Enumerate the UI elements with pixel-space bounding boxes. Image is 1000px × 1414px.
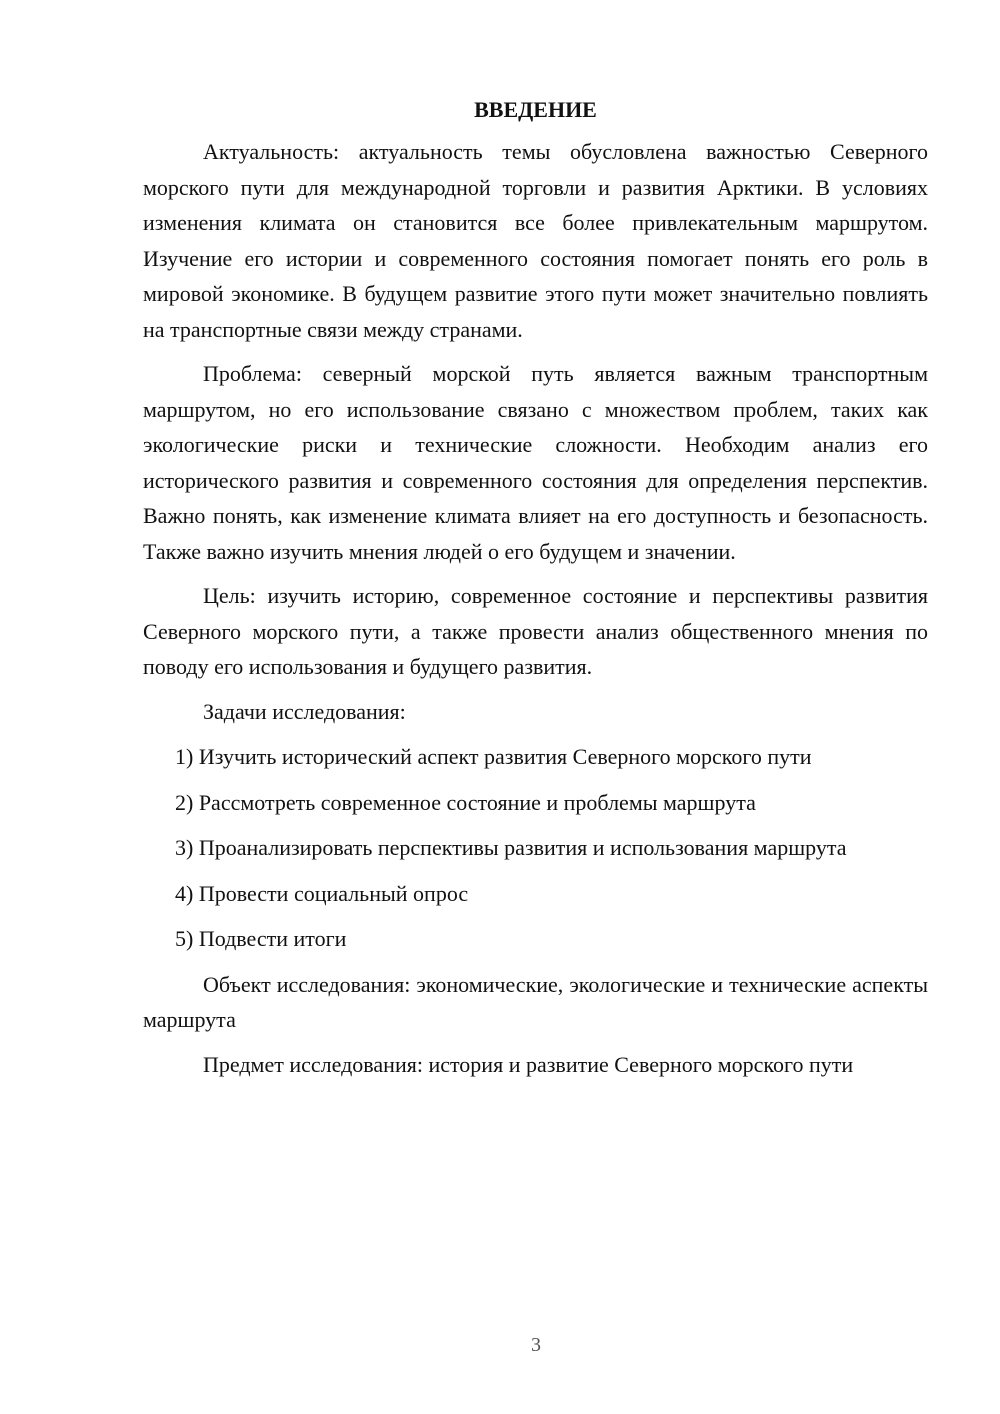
paragraph-subject: Предмет исследования: история и развитие Северного морского пути — [203, 1051, 854, 1077]
list-item: 5) Подвести итоги — [175, 926, 347, 951]
list-item: 1) Изучить исторический аспект развития Северного морского пути — [175, 744, 812, 769]
list-item: 4) Провести социальный опрос — [175, 880, 469, 906]
paragraph-object: Объект исследования: экономические, экологические и технические аспекты маршрута — [143, 971, 928, 1032]
tasks-list — [143, 739, 928, 957]
tasks-heading: Задачи исследования: — [203, 698, 406, 724]
list-item: 3) Проанализировать перспективы развития и использования маршрута — [175, 835, 847, 860]
paragraph-goal: Цель: изучить историю, современное состояние и перспективы развития Северного морского пути, а также провести анализ общественного мнения по поводу его использования и будущего развития. — [143, 583, 928, 679]
paragraph-problem: Проблема: северный морской путь является важным транспортным маршрутом, но его использование связано с множеством проблем, таких как экологические риски и технические сложности. Необходим анализ его исторического развития и современного состояния для определения перспектив. Важно понять, как изменение климата влияет на его доступность и безопасность. Также важно изучить мнения людей о его будущем и значении. — [143, 361, 928, 564]
page-content — [143, 92, 928, 1091]
page-title: ВВЕДЕНИЕ — [474, 97, 597, 122]
page-number: 3 — [531, 1334, 541, 1356]
list-item: 2) Рассмотреть современное состояние и проблемы маршрута — [175, 789, 756, 815]
paragraph-relevance: Актуальность: актуальность темы обусловлена важностью Северного морского пути для международной торговли и развития Арктики. В условиях изменения климата он становится все более привлекательным маршрутом. Изучение его истории и современного состояния помогает понять его роль в мировой экономике. В будущем развитие этого пути может значительно повлиять на транспортные связи между странами. — [143, 139, 928, 342]
